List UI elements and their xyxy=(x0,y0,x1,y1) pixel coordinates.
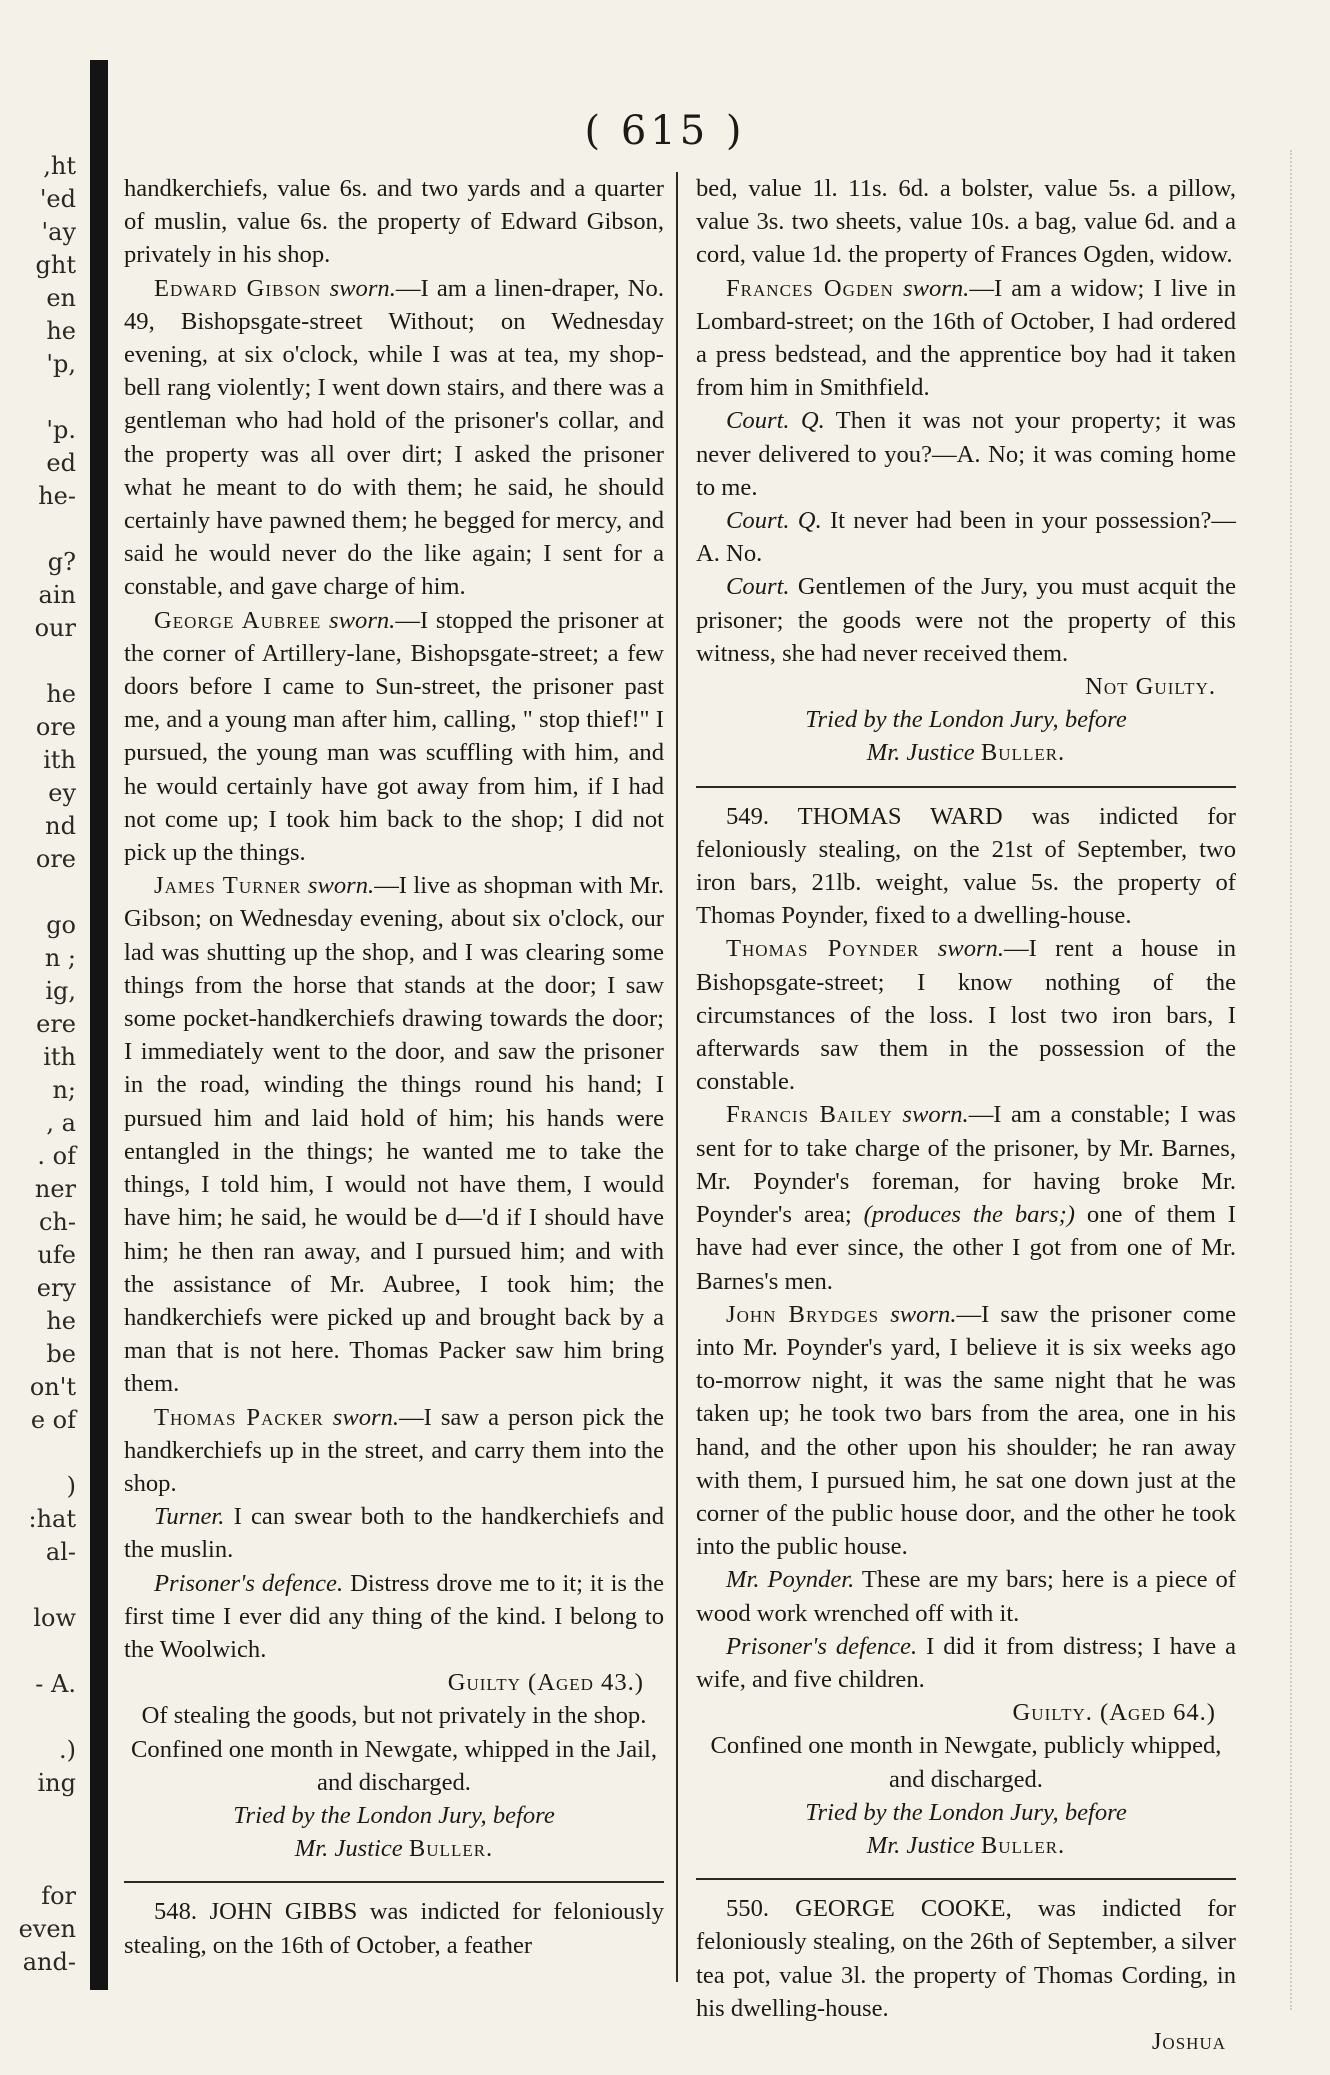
witness-name: John Brydges xyxy=(726,1300,880,1328)
witness-name: Edward Gibson xyxy=(154,274,322,302)
margin-fragment: he xyxy=(46,1307,76,1335)
margin-fragment: ith xyxy=(43,1043,76,1071)
judge-name: Buller. xyxy=(980,739,1066,767)
margin-fragment: nd xyxy=(45,812,76,840)
case-divider xyxy=(696,1878,1236,1880)
sentence: Of stealing the goods, but not privately in the shop. Confined one month in Newgate, whipped in the Jail, and discharged. xyxy=(131,1702,657,1796)
margin-fragment: ,ht xyxy=(43,152,76,180)
tried-by-line: Tried by the London Jury, before xyxy=(805,1798,1127,1826)
court-text: Gentlemen of the Jury, you must acquit the prisoner; the goods were not the property of this witness, she had never received them. xyxy=(696,573,1236,667)
prisoner-defence xyxy=(124,1567,664,1667)
testimony-james-turner xyxy=(124,869,664,1400)
margin-fragment: and- xyxy=(22,1948,76,1976)
margin-fragment: our xyxy=(34,614,76,642)
witness-name: James Turner xyxy=(154,872,302,900)
sworn-label: sworn. xyxy=(329,606,396,634)
sworn-label: sworn. xyxy=(332,1403,400,1431)
judge-title: Mr. Justice xyxy=(866,739,975,767)
margin-fragment: he xyxy=(46,317,76,345)
testimony-text: —I am a widow; I live in Lombard-street; on the 16th of October, I had ordered a press bedstead, and the apprentice boy had it taken from him in Smithfield. xyxy=(696,274,1236,402)
speaker-label: Mr. Poynder. xyxy=(726,1566,855,1594)
margin-fragment: be xyxy=(46,1340,76,1368)
margin-fragment xyxy=(0,1437,80,1470)
tried-by-line: Tried by the London Jury, before xyxy=(805,706,1127,734)
margin-fragment: he- xyxy=(38,482,76,510)
testimony-text: —I rent a house in Bishopsgate-street; I know nothing of the circumstances of the loss. I lost two iron bars, I afterwards saw them in the possession of the constable. xyxy=(696,935,1236,1096)
margin-fragment: ain xyxy=(38,581,76,609)
verdict: Guilty (Aged 43.) xyxy=(447,1669,644,1697)
margin-fragment: - A. xyxy=(35,1670,76,1698)
case-heading-548: 548. JOHN GIBBS was indicted for feloniously stealing, on the 16th of October, a feather xyxy=(124,1898,664,1959)
witness-name: George Aubree xyxy=(154,606,322,634)
witness-name: Thomas Packer xyxy=(154,1403,324,1431)
sworn-label: sworn. xyxy=(890,1300,957,1328)
speaker-label: Turner. xyxy=(154,1503,225,1531)
margin-fragment: ner xyxy=(34,1175,76,1203)
margin-fragment: ig, xyxy=(45,977,76,1005)
testimony-john-brydges xyxy=(696,1298,1236,1564)
margin-fragment: low xyxy=(33,1604,76,1632)
margin-fragment: 'ay xyxy=(41,218,76,246)
page-number: ( 615 ) xyxy=(584,108,746,154)
tried-by-line: Tried by the London Jury, before xyxy=(233,1801,555,1829)
sworn-label: sworn. xyxy=(937,935,1005,963)
court-text: It never had been in your possession?—A. No. xyxy=(696,507,1236,568)
margin-fragment: ere xyxy=(36,1010,76,1038)
case-heading-550: 550. GEORGE COOKE, was indicted for feloniously stealing, on the 26th of September, a silver tea pot, value 3l. the property of Thomas Cording, in his dwelling-house. xyxy=(696,1895,1236,2022)
judge-name: Buller. xyxy=(408,1835,494,1863)
margin-fragment: he xyxy=(46,680,76,708)
margin-fragment xyxy=(0,1701,80,1734)
right-page-edge xyxy=(1290,150,1330,2010)
margin-fragment: . of xyxy=(37,1142,76,1170)
margin-fragment xyxy=(0,1569,80,1602)
margin-fragment: for xyxy=(41,1882,76,1910)
testimony-text: —I saw the prisoner come into Mr. Poynder's yard, I believe it is six weeks ago to-morrow night, it was the same night that he was taken up; he took two bars from the area, one in his hand, and the other upon his shoulder; he ran away with them, I pursued him, he sat one down just at the corner of the public house door, and the other he took into the public house. xyxy=(696,1300,1236,1561)
testimony-text: —I stopped the prisoner at the corner of Artillery-lane, Bishopsgate-street; a few doors before I came to Sun-street, the prisoner past me, and a young man after him, calling, " stop thief!" I pursued, the young man was scuffling with him, and he would certainly have got away from him, if I had not come up; I took him back to the shop; I did not pick up the things. xyxy=(124,606,664,867)
statement-poynder xyxy=(696,1563,1236,1629)
margin-fragment: go xyxy=(46,911,76,939)
court-label: Court. Q. xyxy=(726,407,825,435)
defence-text: I did it from distress; I have a wife, and five children. xyxy=(696,1632,1236,1693)
margin-fragment: ery xyxy=(36,1274,76,1302)
margin-fragment: ore xyxy=(35,845,76,873)
testimony-text: —I am a linen-draper, No. 49, Bishopsgate-street Without; on Wednesday evening, at six o'clock, while I was at tea, my shop-bell rang violently; I went down stairs, and there was a gentleman who had hold of the prisoner's collar, and the property was all over dirt; I asked the prisoner what he meant to do with them; he said, he should certainly have pawned them; he begged for mercy, and said he would never do the like again; I sent for a constable, and gave charge of him. xyxy=(124,274,664,601)
defence-label: Prisoner's defence. xyxy=(154,1569,344,1597)
margin-fragment: e of xyxy=(30,1406,76,1434)
defence-label: Prisoner's defence. xyxy=(726,1632,918,1660)
margin-fragment: ith xyxy=(43,746,76,774)
margin-fragment: .) xyxy=(59,1736,76,1764)
testimony-text: one of them I have had ever since, the other I got from one of Mr. Barnes's men. xyxy=(696,1201,1236,1295)
margin-fragment: on't xyxy=(29,1373,76,1401)
column-divider xyxy=(676,172,678,1982)
statement-text: I can swear both to the handkerchiefs and the muslin. xyxy=(124,1503,664,1564)
margin-fragment xyxy=(0,876,80,909)
margin-fragment: en xyxy=(46,284,76,312)
verdict: Guilty. (Aged 64.) xyxy=(1012,1699,1216,1727)
court-text: Then it was not your property; it was never delivered to you?—A. No; it was coming home to me. xyxy=(696,407,1237,501)
judge-title: Mr. Justice xyxy=(294,1835,403,1863)
left-column xyxy=(124,172,664,1962)
right-column xyxy=(696,172,1236,2058)
testimony-text: —I saw a person pick the handkerchiefs up in the street, and carry them into the shop. xyxy=(124,1403,664,1497)
margin-fragment: even xyxy=(18,1915,76,1943)
left-page-margin-fragments xyxy=(0,150,80,2010)
sworn-label: sworn. xyxy=(902,1101,969,1129)
verdict: Not Guilty. xyxy=(1085,673,1216,701)
witness-name: Frances Ogden xyxy=(726,274,894,302)
paragraph-continuation: bed, value 1l. 11s. 6d. a bolster, value 5s. a pillow, value 3s. two sheets, value 10s. a bag, value 6d. and a cord, value 1d. the property of Frances Ogden, widow. xyxy=(696,175,1236,269)
case-heading-549: 549. THOMAS WARD was indicted for feloniously stealing, on the 21st of September, two iron bars, 21lb. weight, value 5s. the property of Thomas Poynder, fixed to a dwelling-house. xyxy=(696,802,1236,930)
margin-fragment: n ; xyxy=(44,944,76,972)
statement-turner xyxy=(124,1500,664,1566)
margin-fragment: g? xyxy=(47,548,76,576)
case-divider xyxy=(696,786,1236,788)
court-label: Court. xyxy=(726,573,790,601)
case-divider xyxy=(124,1881,664,1883)
judge-line xyxy=(696,1829,1236,1862)
court-question-1 xyxy=(696,404,1236,504)
statement-text: These are my bars; here is a piece of wood work wrenched off with it. xyxy=(696,1566,1236,1627)
court-label: Court. Q. xyxy=(726,507,822,535)
margin-fragment: ght xyxy=(35,251,76,279)
defence-text: Distress drove me to it; it is the first time I ever did any thing of the kind. I belong to the Woolwich. xyxy=(124,1569,664,1663)
testimony-francis-bailey xyxy=(696,1098,1236,1297)
court-question-2 xyxy=(696,504,1236,570)
margin-fragment: 'p. xyxy=(46,416,76,444)
witness-name: Thomas Poynder xyxy=(726,935,920,963)
sworn-label: sworn. xyxy=(903,274,970,302)
margin-fragment: ore xyxy=(35,713,76,741)
margin-fragment xyxy=(0,1635,80,1668)
margin-fragment: ing xyxy=(37,1769,76,1797)
testimony-george-aubree xyxy=(124,604,664,870)
margin-fragment: n; xyxy=(52,1076,76,1104)
margin-fragment xyxy=(0,381,80,414)
margin-fragment: ch- xyxy=(38,1208,76,1236)
binding-shadow xyxy=(90,60,108,1990)
testimony-frances-ogden xyxy=(696,272,1236,405)
margin-fragment: ufe xyxy=(37,1241,76,1269)
stage-direction: (produces the bars;) xyxy=(863,1201,1075,1229)
margin-fragment: 'p, xyxy=(46,350,76,378)
testimony-thomas-packer xyxy=(124,1401,664,1501)
sworn-label: sworn. xyxy=(329,274,396,302)
judge-name: Buller. xyxy=(980,1831,1066,1859)
paragraph-continuation: handkerchiefs, value 6s. and two yards and a quarter of muslin, value 6s. the property of Edward Gibson, privately in his shop. xyxy=(124,175,664,269)
testimony-edward-gibson xyxy=(124,272,664,604)
witness-name: Francis Bailey xyxy=(726,1101,893,1129)
judge-title: Mr. Justice xyxy=(866,1831,975,1859)
court-direction xyxy=(696,570,1236,670)
prisoner-defence xyxy=(696,1630,1236,1696)
margin-fragment xyxy=(0,513,80,546)
margin-fragment: :hat xyxy=(28,1505,76,1533)
margin-fragment: ed xyxy=(46,449,76,477)
testimony-text: —I am a constable; I was sent for to take charge of the prisoner, by Mr. Barnes, Mr. Poynder's foreman, for having broke Mr. Poynder's area; xyxy=(696,1101,1236,1229)
margin-fragment: ) xyxy=(66,1472,76,1500)
judge-line xyxy=(696,736,1236,769)
margin-fragment: al- xyxy=(45,1538,76,1566)
margin-fragment: ey xyxy=(48,779,76,807)
margin-fragment: 'ed xyxy=(39,185,76,213)
catchword: Joshua xyxy=(1151,2027,1226,2055)
sentence: Confined one month in Newgate, publicly whipped, and discharged. xyxy=(710,1732,1222,1793)
margin-fragment: , a xyxy=(46,1109,76,1137)
margin-fragment xyxy=(0,645,80,678)
sworn-label: sworn. xyxy=(307,872,375,900)
testimony-text: —I live as shopman with Mr. Gibson; on Wednesday evening, about six o'clock, our lad was shutting up the shop, and I was clearing some things from the horse that stands at the door; I saw some pocket-handkerchiefs drawing towards the door; I immediately went to the door, and saw the prisoner in the road, winding the things round his hand; I pursued him and laid hold of him; his hands were entangled in the things; he wanted me to take the things, I told him, I would not have them, I would have him; he said, he would be d—'d if I should have him; he then ran away, and I pursued him; and with the assistance of Mr. Aubree, I took him; the handkerchiefs were picked up and brought back by a man that is not here. Thomas Packer saw him bring them. xyxy=(124,872,664,1398)
testimony-thomas-poynder xyxy=(696,932,1236,1098)
judge-line xyxy=(124,1832,664,1865)
